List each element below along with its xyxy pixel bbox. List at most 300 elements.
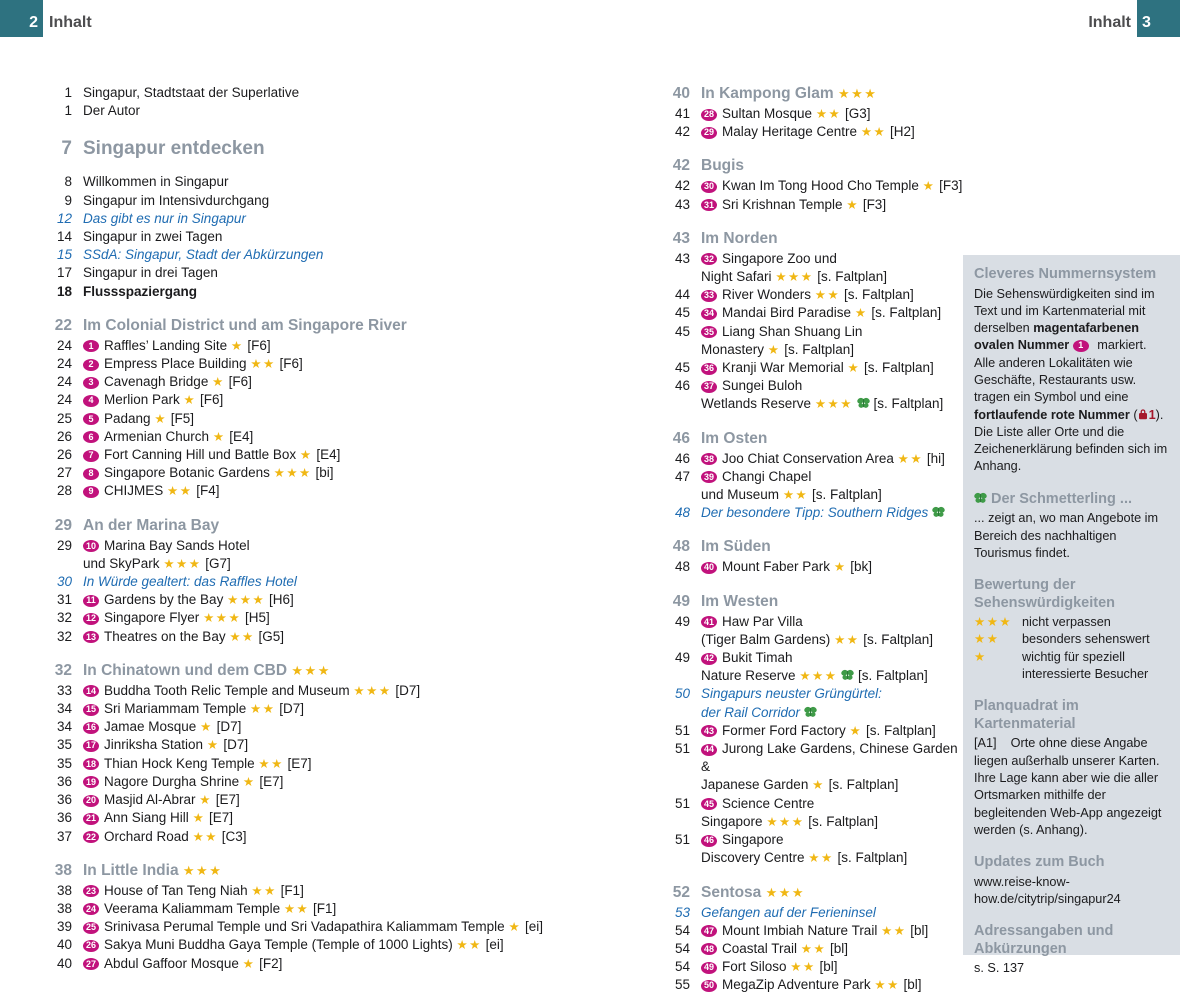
sidebar-paragraph	[974, 960, 1170, 977]
sight-number-badge: 29	[701, 127, 717, 139]
entry-page-number: 44	[674, 287, 690, 303]
grid-reference: [s. Faltplan]	[812, 487, 882, 503]
section-title: Im Norden	[701, 229, 778, 247]
star-rating: ★	[200, 720, 213, 735]
grid-reference: [H6]	[268, 592, 294, 608]
star-rating: ★★	[974, 632, 1000, 647]
section-heading	[50, 516, 650, 535]
toc-entry	[668, 795, 963, 831]
entry-page-number: 51	[674, 741, 690, 757]
entry-text: 19 Nagore Durgha Shrine ★ [E7]	[83, 773, 650, 791]
entry-text: Singapur in zwei Tagen	[83, 229, 223, 245]
grid-reference: [s. Faltplan]	[864, 360, 934, 376]
entry-page-number: 42	[674, 124, 690, 140]
toc-entry	[50, 736, 650, 754]
section-page-number: 32	[54, 661, 72, 679]
toc-entry	[668, 722, 963, 740]
toc-entry	[668, 450, 963, 468]
grid-reference: [F2]	[259, 955, 283, 971]
entry-page-number: 34	[56, 719, 72, 735]
toc-tip-entry	[668, 685, 963, 721]
entry-page-number: 54	[674, 940, 690, 956]
toc-entry	[50, 591, 650, 609]
toc-entry	[50, 355, 650, 373]
star-rating: ★★★	[775, 270, 814, 285]
toc-entry	[668, 105, 963, 123]
toc-tip-entry	[50, 246, 650, 264]
entry-text: 11 Gardens by the Bay ★★★ [H6]	[83, 591, 650, 609]
sight-number-badge: 35	[701, 326, 717, 338]
star-rating: ★	[922, 179, 936, 194]
sidebar-paragraph	[974, 874, 1170, 909]
entry-text: 28 Sultan Mosque ★★ [G3]	[701, 105, 963, 123]
sidebar-text: (	[1129, 407, 1138, 422]
toc-entry	[668, 377, 963, 413]
section-page-number: 22	[54, 316, 72, 334]
grid-reference: [F3]	[862, 196, 887, 212]
toc-entry	[668, 976, 963, 994]
entry-text: 16 Jamae Mosque ★ [D7]	[83, 718, 650, 736]
entry-page-number: 47	[674, 468, 690, 484]
star-rating: ★	[183, 393, 197, 408]
entry-text: 13 Theatres on the Bay ★★ [G5]	[83, 628, 650, 646]
grid-reference: [s. Faltplan]	[843, 287, 914, 303]
entry-text: 18 Thian Hock Keng Temple ★★ [E7]	[83, 755, 650, 773]
star-rating: ★	[812, 778, 825, 793]
sight-number-badge: 2	[83, 359, 99, 371]
section-heading	[668, 429, 963, 448]
butterfly-icon	[804, 706, 817, 721]
toc-entry	[668, 177, 963, 195]
rating-label: wichtig für speziell interessierte Besucher	[1022, 649, 1149, 682]
sidebar-text: Die Sehenswürdigkeiten sind im Text und im Kartenmaterial mit derselben	[974, 286, 1155, 336]
section-heading	[50, 316, 650, 335]
entry-page-number: 35	[56, 755, 72, 771]
entry-text: 10 Marina Bay Sands Hotel und SkyPark ★★★ [G7]	[83, 537, 250, 571]
grid-reference: [hi]	[926, 450, 945, 466]
toc-entry	[668, 304, 963, 322]
grid-reference: [F6]	[247, 337, 271, 353]
star-rating: ★	[242, 956, 256, 971]
toc-entry	[668, 613, 963, 649]
sight-number-badge: 46	[701, 835, 717, 847]
sidebar-text: markiert. Alle anderen Lokalitäten wie Geschäfte, Restaurants usw. tragen ein Symbol und eine	[974, 338, 1147, 405]
entry-page-number: 40	[56, 955, 72, 971]
grid-reference: [bi]	[315, 465, 334, 481]
toc-entry	[50, 84, 650, 102]
entry-page-number: 42	[674, 178, 690, 194]
entry-page-number: 48	[674, 559, 690, 575]
entry-text: 34 Mandai Bird Paradise ★ [s. Faltplan]	[701, 304, 963, 322]
toc-entry	[50, 373, 650, 391]
entry-page-number: 25	[56, 410, 72, 426]
sight-number-badge: 33	[701, 290, 717, 302]
toc-entry	[668, 468, 963, 504]
grid-reference: [F6]	[279, 356, 303, 372]
sight-number-badge: 41	[701, 616, 717, 628]
star-rating: ★★	[258, 756, 284, 771]
toc-tip-entry	[50, 210, 650, 228]
entry-page-number: 9	[64, 192, 72, 208]
toc-entry	[50, 773, 650, 791]
star-rating: ★★	[860, 125, 887, 140]
entry-text: 50 MegaZip Adventure Park ★★ [bl]	[701, 976, 963, 994]
entry-text: 25 Srinivasa Perumal Temple und Sri Vadapathira Kaliammam Temple ★ [ei]	[83, 918, 650, 936]
grid-reference: [s. Faltplan]	[871, 305, 942, 321]
sidebar-heading: Bewertung der Sehenswürdigkeiten	[974, 577, 1116, 611]
section-page-number: 52	[672, 883, 690, 901]
star-rating: ★	[212, 429, 226, 444]
sight-number-badge: 28	[701, 109, 717, 121]
sight-number-badge: 12	[83, 613, 99, 625]
sight-number-badge: 18	[83, 758, 99, 770]
entry-page-number: 26	[56, 447, 72, 463]
toc-entry	[50, 482, 650, 500]
toc-entry	[668, 196, 963, 214]
section-heading	[668, 592, 963, 611]
sight-number-badge: 45	[701, 798, 717, 810]
entry-page-number: 1	[64, 85, 72, 100]
star-rating: ★	[299, 448, 313, 463]
butterfly-icon	[974, 492, 987, 508]
toc-entry	[50, 918, 650, 936]
sidebar-heading: Adressangaben und Abkürzungen	[974, 923, 1114, 957]
rating-label: nicht verpassen	[1022, 615, 1111, 630]
entry-text: 9 CHIJMES ★★ [F4]	[83, 482, 650, 500]
sight-number-badge: 25	[83, 922, 99, 934]
entry-page-number: 35	[56, 737, 72, 753]
toc-entry	[50, 192, 650, 210]
entry-text: 36 Kranji War Memorial ★ [s. Faltplan]	[701, 359, 963, 377]
butterfly-icon	[932, 506, 945, 521]
toc-entry	[50, 173, 650, 191]
grid-reference: [s. Faltplan]	[828, 777, 899, 793]
toc-entry	[50, 682, 650, 700]
toc-entry	[668, 649, 963, 685]
toc-entry	[50, 755, 650, 773]
entry-page-number: 46	[674, 378, 690, 394]
section-title: Sentosa ★★★	[701, 883, 806, 901]
entry-page-number: 31	[56, 592, 72, 608]
sidebar-block	[974, 491, 1170, 562]
entry-text: 43 Former Ford Factory ★ [s. Faltplan]	[701, 722, 963, 740]
section-title: In Kampong Glam ★★★	[701, 85, 878, 102]
toc-entry	[668, 323, 963, 359]
star-rating: ★★	[251, 883, 277, 898]
entry-text: 30 Kwan Im Tong Hood Cho Temple ★ [F3]	[701, 177, 963, 195]
grid-reference: [E7]	[209, 810, 234, 826]
grid-reference: [D7]	[395, 682, 421, 698]
entry-text: 26 Sakya Muni Buddha Gaya Temple (Temple of 1000 Lights) ★★ [ei]	[83, 936, 650, 954]
entry-text: Willkommen in Singapur	[83, 174, 229, 190]
entry-text: 23 House of Tan Teng Niah ★★ [F1]	[83, 882, 650, 900]
toc-entry	[668, 250, 963, 286]
sidebar-text: [A1] Orte ohne diese Angabe liegen außerhalb unserer Karten. Ihre Lage kann aber wie die aller Ortsmarken mithilfe der begleitenden Web-App angezeigt werden (s. Anhang).	[974, 736, 1162, 837]
star-rating: ★★★	[766, 814, 805, 829]
sidebar-text: www.reise-know-how.de/citytrip/singapur24	[974, 874, 1121, 906]
toc-column-right	[668, 84, 963, 995]
toc-entry	[668, 740, 963, 795]
grid-reference: [s. Faltplan]	[873, 396, 944, 412]
entry-text: Das gibt es nur in Singapur	[83, 210, 246, 226]
entry-text: 39 Changi Chapel und Museum ★★ [s. Faltplan]	[701, 468, 882, 503]
grid-reference: [D7]	[223, 737, 249, 753]
sight-number-badge: 36	[701, 363, 717, 375]
star-rating: ★	[833, 560, 847, 575]
butterfly-icon	[857, 397, 870, 412]
entry-text: 12 Singapore Flyer ★★★ [H5]	[83, 609, 650, 627]
sidebar-paragraph	[974, 286, 1170, 476]
grid-reference: [ei]	[485, 937, 504, 953]
entry-page-number: 28	[56, 483, 72, 499]
sight-number-badge: 3	[83, 377, 99, 389]
sight-number-badge: 48	[701, 943, 717, 955]
sidebar-heading: Cleveres Nummernsystem	[974, 266, 1157, 282]
entry-page-number: 17	[56, 265, 72, 281]
rating-legend-row	[974, 649, 1170, 684]
star-rating: ★★	[881, 923, 907, 938]
grid-reference: [bl]	[910, 922, 929, 938]
toc-column-left	[50, 84, 650, 973]
entry-text: In Würde gealtert: das Raffles Hotel	[83, 574, 297, 590]
sight-number-badge: 37	[701, 381, 717, 393]
section-heading	[668, 537, 963, 556]
sidebar-block	[974, 698, 1170, 839]
grid-reference: [s. Faltplan]	[857, 668, 928, 684]
entry-page-number: 48	[674, 505, 690, 521]
toc-entry	[50, 628, 650, 646]
entry-text: 29 Malay Heritage Centre ★★ [H2]	[701, 123, 963, 141]
part-title: Singapur entdecken	[83, 138, 265, 160]
sidebar-block	[974, 923, 1170, 977]
grid-reference: [bl]	[829, 940, 848, 956]
entry-page-number: 46	[674, 450, 690, 466]
grid-reference: [s. Faltplan]	[808, 813, 878, 829]
star-rating: ★★★	[273, 466, 312, 481]
toc-tip-entry	[50, 573, 650, 591]
entry-page-number: 43	[674, 250, 690, 266]
entry-page-number: 36	[56, 810, 72, 826]
sidebar-text: s. S. 137	[974, 961, 1025, 976]
section-title: An der Marina Bay	[83, 516, 220, 534]
star-rating: ★★★	[291, 662, 331, 678]
sight-number-badge: 11	[83, 595, 99, 607]
section-page-number: 42	[672, 157, 690, 175]
sight-number-badge: 47	[701, 925, 717, 937]
entry-page-number: 36	[56, 773, 72, 789]
header-title-right: Inhalt	[1088, 14, 1131, 31]
toc-entry	[50, 809, 650, 827]
sight-number-badge: 1	[83, 340, 99, 352]
star-rating: ★	[230, 338, 244, 353]
toc-entry	[668, 922, 963, 940]
entry-text: Der Autor	[83, 103, 141, 119]
rating-legend-row	[974, 631, 1170, 648]
sight-number-badge: 22	[83, 831, 99, 843]
entry-page-number: 24	[56, 356, 72, 372]
star-rating: ★★	[229, 629, 255, 644]
header-left	[0, 0, 98, 37]
sight-number-badge: 19	[83, 776, 99, 788]
entry-page-number: 51	[674, 722, 690, 738]
sight-number-badge: 10	[83, 540, 99, 552]
star-rating: ★★	[250, 702, 276, 717]
sight-number-badge: 30	[701, 181, 717, 193]
butterfly-icon	[841, 669, 854, 684]
grid-reference: [E4]	[229, 428, 254, 444]
star-rating: ★★	[250, 357, 276, 372]
entry-page-number: 32	[56, 628, 72, 644]
toc-entry	[50, 283, 650, 301]
sidebar-text: ). Die Liste aller Orte und die Zeichenerklärung befinden sich im Anhang.	[974, 407, 1168, 474]
section-heading	[668, 883, 963, 902]
star-rating: ★	[849, 723, 863, 738]
section-page-number: 49	[672, 592, 690, 610]
entry-text: Singapurs neuster Grüngürtel: der Rail Corridor	[701, 686, 882, 720]
sight-number-badge: 43	[701, 725, 717, 737]
sidebar-text: ... zeigt an, wo man Angebote im Bereich des nachhaltigen Tourismus findet.	[974, 511, 1159, 560]
star-rating: ★★	[815, 107, 842, 121]
star-rating: ★	[242, 774, 256, 789]
entry-text: 38 Joo Chiat Conservation Area ★★ [hi]	[701, 450, 963, 468]
sight-number-badge: 20	[83, 795, 99, 807]
entry-text: Singapur in drei Tagen	[83, 265, 218, 281]
section-heading	[668, 229, 963, 248]
entry-page-number: 38	[56, 900, 72, 916]
entry-text: Flussspaziergang	[83, 283, 198, 299]
sight-number-badge: 26	[83, 940, 99, 952]
entry-page-number: 36	[56, 792, 72, 808]
toc-entry	[50, 410, 650, 428]
entry-page-number: 18	[56, 283, 72, 299]
sight-number-badge: 7	[83, 450, 99, 462]
entry-text: 14 Buddha Tooth Relic Temple and Museum ★★★ [D7]	[83, 682, 650, 700]
star-rating: ★★	[834, 632, 860, 647]
star-rating: ★★	[456, 938, 482, 953]
sidebar-paragraph	[974, 510, 1170, 562]
sight-number-badge: 24	[83, 903, 99, 915]
entry-page-number: 41	[674, 106, 690, 121]
toc-entry	[50, 955, 650, 973]
entry-text: Der besondere Tipp: Southern Ridges	[701, 504, 963, 522]
entry-text: 48 Coastal Trail ★★ [bl]	[701, 940, 963, 958]
sight-number-badge: 32	[701, 253, 717, 265]
entry-text: 42 Bukit Timah Nature Reserve ★★★ [s. Faltplan]	[701, 650, 928, 684]
star-rating: ★★	[814, 288, 841, 303]
sight-number-badge: 23	[83, 885, 99, 897]
entry-page-number: 1	[64, 103, 72, 119]
star-rating: ★	[154, 411, 168, 426]
section-title: Im Osten	[701, 429, 768, 447]
grid-reference: [bk]	[850, 559, 873, 575]
grid-reference: [F5]	[170, 410, 195, 426]
grid-reference: [C3]	[221, 828, 247, 844]
sight-number-badge: 1	[1073, 340, 1089, 352]
star-rating: ★	[767, 342, 781, 357]
star-rating: ★	[846, 197, 860, 212]
grid-reference: [D7]	[216, 719, 242, 735]
entry-text: 44 Jurong Lake Gardens, Chinese Garden & Japanese Garden ★ [s. Faltplan]	[701, 741, 958, 793]
star-rating: ★★	[283, 901, 310, 916]
grid-reference: [D7]	[279, 701, 304, 717]
entry-page-number: 32	[56, 610, 72, 626]
sidebar-heading: Updates zum Buch	[974, 854, 1105, 871]
entry-page-number: 14	[56, 229, 72, 245]
grid-reference: [E7]	[259, 773, 284, 789]
section-heading	[668, 156, 963, 175]
toc-entry	[50, 700, 650, 718]
section-heading	[50, 861, 650, 880]
section-page-number: 40	[672, 85, 690, 102]
toc-entry	[668, 558, 963, 576]
sight-number-badge: 49	[701, 962, 717, 974]
entry-page-number: 24	[56, 374, 72, 390]
red-location-number-icon	[1138, 409, 1148, 423]
entry-text: 1 Raffles’ Landing Site ★ [F6]	[83, 337, 650, 355]
entry-page-number: 26	[56, 428, 72, 444]
star-rating: ★★★	[799, 669, 838, 684]
entry-text: 5 Padang ★ [F5]	[83, 410, 650, 428]
grid-reference: [F1]	[280, 882, 304, 898]
section-title: Im Colonial District und am Singapore River	[83, 316, 407, 334]
sight-number-badge: 4	[83, 395, 99, 407]
star-rating: ★★	[808, 851, 834, 866]
entry-page-number: 54	[674, 959, 690, 975]
sight-number-badge: 6	[83, 431, 99, 443]
grid-reference: [F6]	[228, 374, 252, 390]
section-title: Bugis	[701, 157, 745, 175]
grid-reference: [G7]	[205, 555, 231, 571]
entry-page-number: 37	[56, 828, 72, 844]
toc-entry	[668, 831, 963, 867]
sight-number-badge: 21	[83, 813, 99, 825]
toc-entry	[668, 940, 963, 958]
grid-reference: [s. Faltplan]	[784, 341, 855, 357]
grid-reference: [ei]	[524, 919, 543, 935]
entry-text: Singapur im Intensivdurchgang	[83, 192, 270, 208]
star-rating: ★	[508, 920, 522, 935]
entry-page-number: 40	[56, 937, 72, 953]
section-title: Im Westen	[701, 592, 779, 610]
star-rating: ★★	[167, 484, 193, 499]
header-right	[1082, 0, 1180, 37]
entry-text: 17 Jinriksha Station ★ [D7]	[83, 736, 650, 754]
star-rating: ★★★	[163, 556, 202, 571]
grid-reference: [F6]	[200, 392, 224, 408]
entry-page-number: 24	[56, 337, 72, 353]
sight-number-badge: 27	[83, 958, 99, 970]
grid-reference: [s. Faltplan]	[863, 631, 934, 647]
entry-page-number: 8	[64, 174, 72, 190]
entry-page-number: 49	[674, 613, 690, 629]
page-number-box-left	[0, 0, 43, 37]
sidebar-paragraph	[974, 735, 1170, 839]
star-rating: ★★★	[353, 683, 392, 698]
star-rating: ★★★	[814, 397, 853, 412]
entry-page-number: 51	[674, 832, 690, 848]
entry-text: 37 Sungei Buloh Wetlands Reserve ★★★ [s. Faltplan]	[701, 378, 944, 412]
sidebar-heading: Planquadrat im Kartenmaterial	[974, 698, 1079, 732]
section-title: In Chinatown und dem CBD ★★★	[83, 661, 331, 679]
entry-text: Singapur, Stadtstaat der Superlative	[83, 85, 300, 100]
star-rating: ★	[192, 811, 206, 826]
toc-tip-entry	[668, 504, 963, 522]
entry-page-number: 34	[56, 701, 72, 717]
section-title: Im Süden	[701, 538, 771, 556]
section-heading	[50, 661, 650, 680]
section-page-number: 48	[672, 538, 690, 556]
star-rating: ★	[847, 361, 861, 376]
